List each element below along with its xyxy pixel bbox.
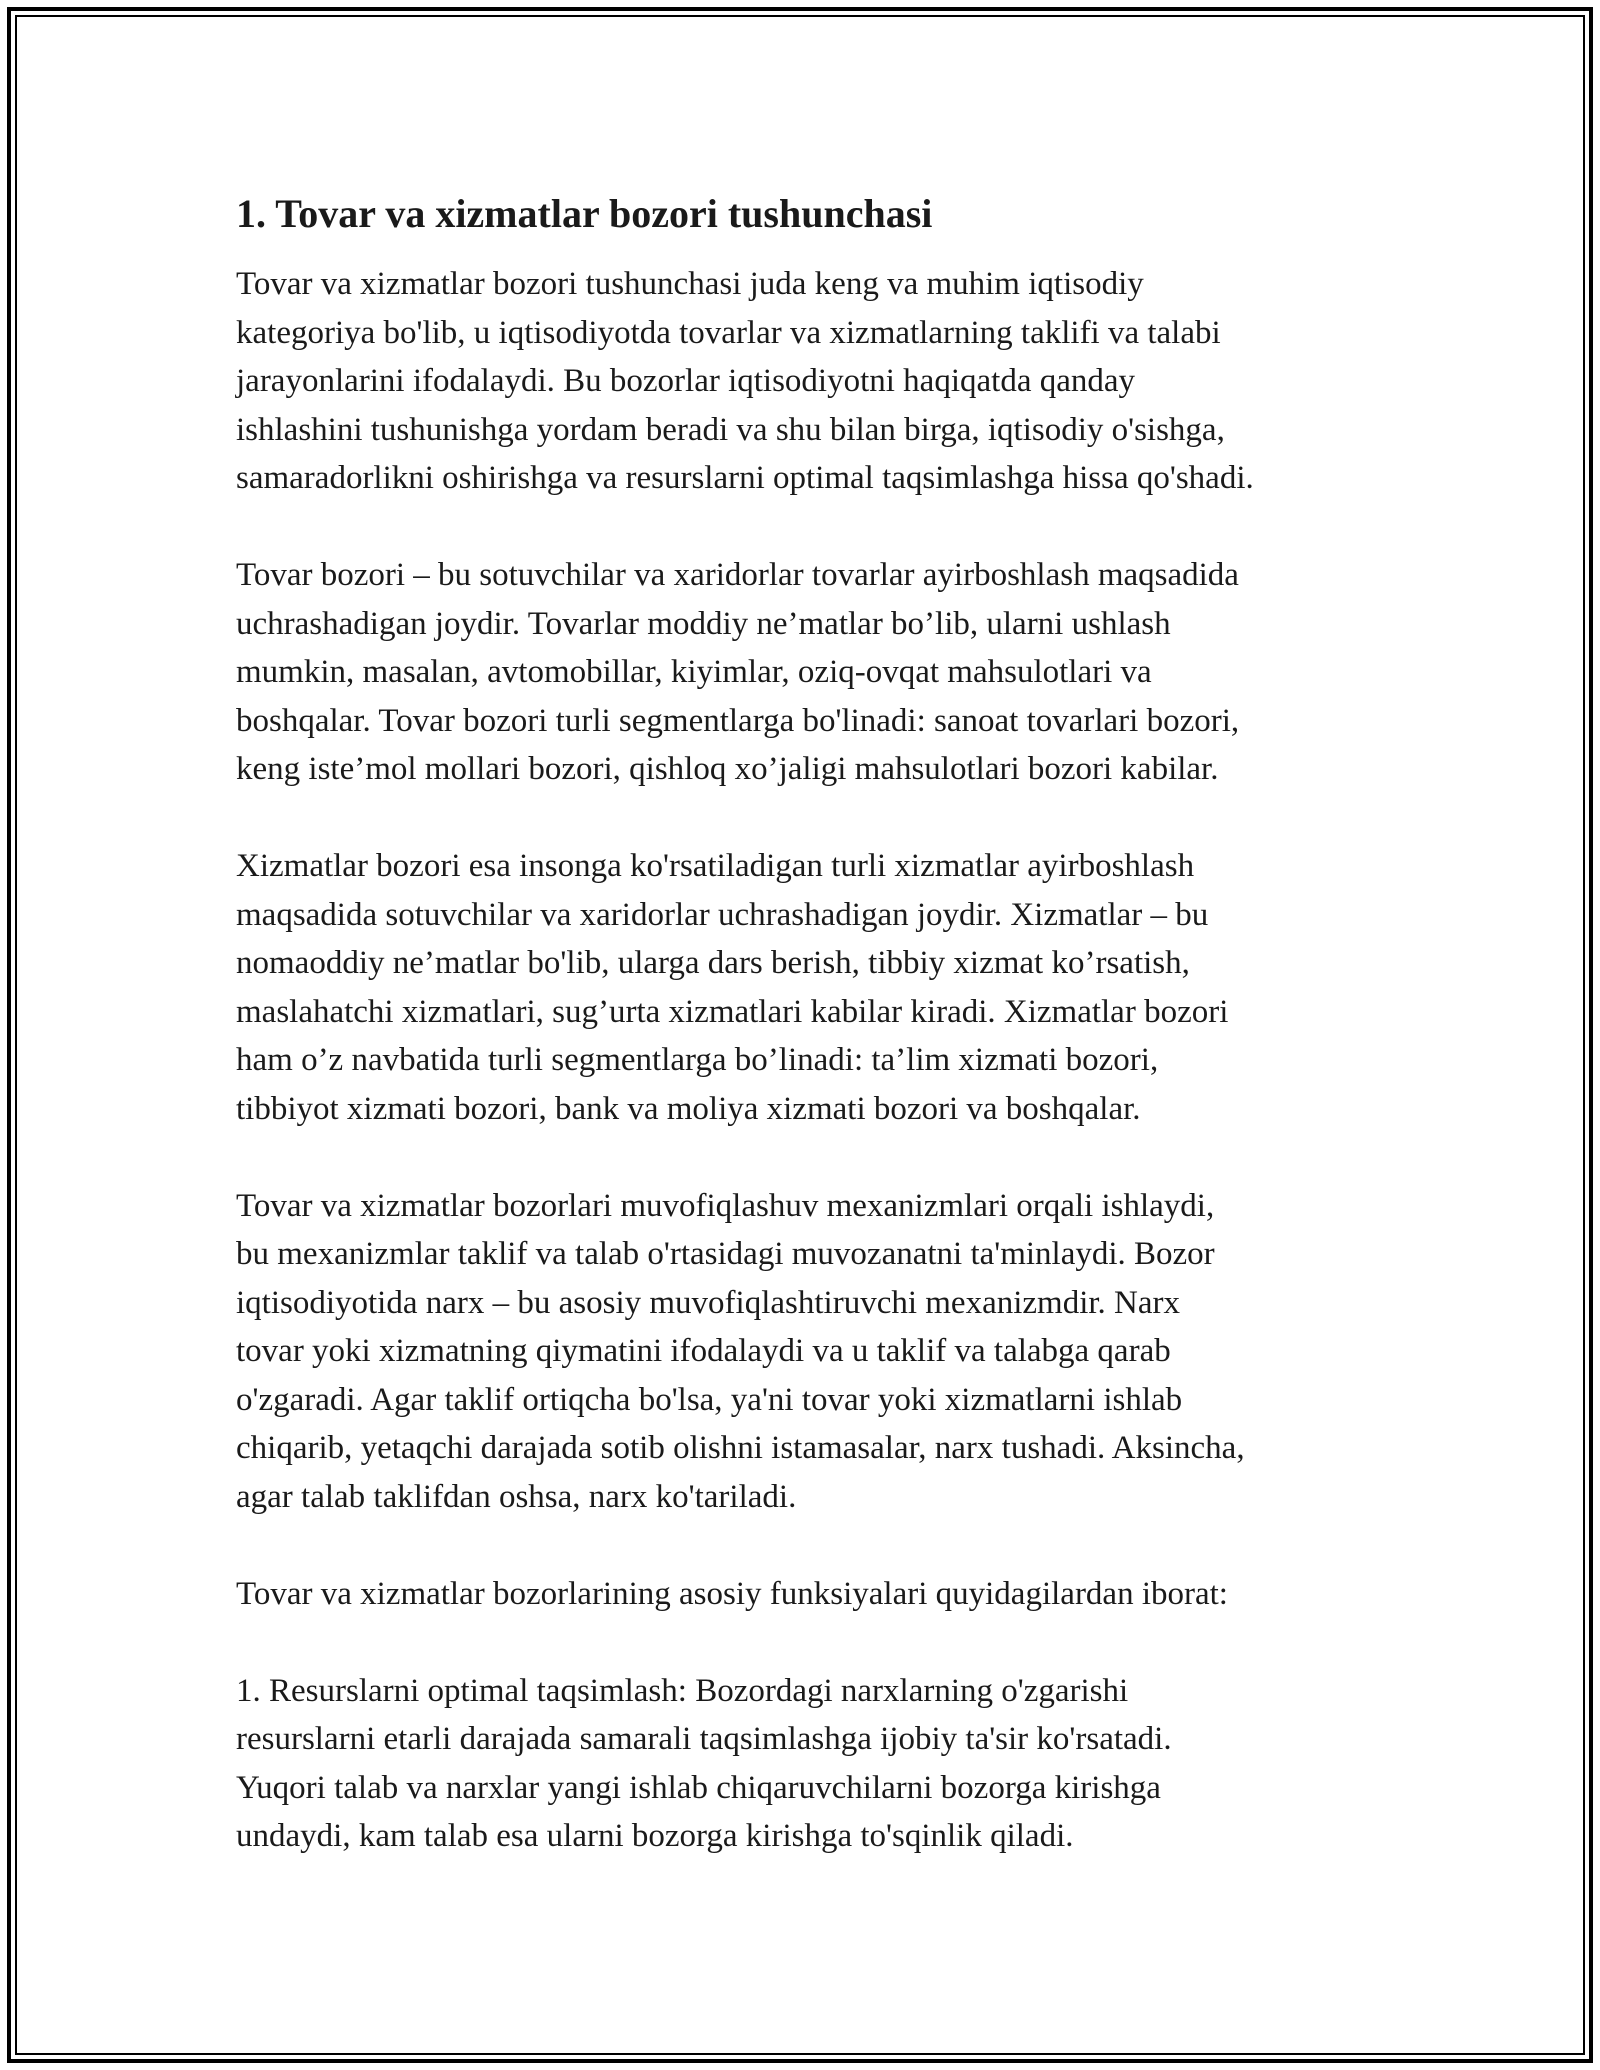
text-line: Tovar va xizmatlar bozori tushunchasi juda keng va muhim iqtisodiy [236, 266, 1144, 302]
paragraph [236, 842, 1366, 1133]
text-line: agar talab taklifdan oshsa, narx ko'tariladi. [236, 1478, 797, 1515]
text-line: nomaoddiy ne’matlar bo'lib, ularga dars berish, tibbiy xizmat ko’rsatish, [236, 945, 1190, 981]
paragraph [236, 1667, 1366, 1861]
text-line: bu mexanizmlar taklif va talab o'rtasidagi muvozanatni ta'minlaydi. Bozor [236, 1236, 1215, 1272]
text-line: boshqalar. Tovar bozori turli segmentlarga bo'linadi: sanoat tovarlari bozori, [236, 702, 1240, 739]
document-title: 1. Tovar va xizmatlar bozori tushunchasi [236, 191, 933, 236]
text-line: jarayonlarini ifodalaydi. Bu bozorlar iqtisodiyotni haqiqatda qanday [236, 363, 1136, 399]
text-line: kategoriya bo'lib, u iqtisodiyotda tovarlar va xizmatlarning taklifi va talabi [236, 314, 1221, 351]
text-line: 1. Resurslarni optimal taqsimlash: Bozordagi narxlarning o'zgarishi [236, 1672, 1129, 1709]
paragraph [236, 1182, 1366, 1522]
paragraph [236, 1570, 1366, 1619]
text-line: Yuqori talab va narxlar yangi ishlab chiqaruvchilarni bozorga kirishga [236, 1769, 1161, 1806]
text-line: resurslarni etarli darajada samarali taqsimlashga ijobiy ta'sir ko'rsatadi. [236, 1721, 1172, 1757]
text-line: tovar yoki xizmatning qiymatini ifodalaydi va u taklif va talabga qarab [236, 1333, 1171, 1369]
text-line: Xizmatlar bozori esa insonga ko'rsatiladigan turli xizmatlar ayirboshlash [236, 848, 1195, 884]
text-line: keng iste’mol mollari bozori, qishloq xo’jaligi mahsulotlari bozori kabilar. [236, 751, 1219, 787]
text-line: uchrashadigan joydir. Tovarlar moddiy ne’matlar bo’lib, ularni ushlash [236, 605, 1171, 642]
paragraph [236, 551, 1366, 794]
text-line: undaydi, kam talab esa ularni bozorga kirishga to'sqinlik qiladi. [236, 1818, 1074, 1854]
text-line: o'zgaradi. Agar taklif ortiqcha bo'lsa, ya'ni tovar yoki xizmatlarni ishlab [236, 1381, 1183, 1418]
text-line: tibbiyot xizmati bozori, bank va moliya xizmati bozori va boshqalar. [236, 1090, 1141, 1127]
text-line: maslahatchi xizmatlari, sug’urta xizmatlari kabilar kiradi. Xizmatlar bozori [236, 993, 1229, 1030]
text-line: chiqarib, yetaqchi darajada sotib olishni istamasalar, narx tushadi. Aksincha, [236, 1430, 1245, 1466]
text-line: iqtisodiyotida narx – bu asosiy muvofiqlashtiruvchi mexanizmdir. Narx [236, 1284, 1181, 1321]
text-line: Tovar bozori – bu sotuvchilar va xaridorlar tovarlar ayirboshlash maqsadida [236, 557, 1239, 593]
paragraph [236, 260, 1366, 503]
text-line: Tovar va xizmatlar bozorlarining asosiy funksiyalari quyidagilardan iborat: [236, 1575, 1228, 1612]
document-body [236, 260, 1366, 1861]
text-line: maqsadida sotuvchilar va xaridorlar uchrashadigan joydir. Xizmatlar – bu [236, 896, 1209, 933]
text-line: samaradorlikni oshirishga va resurslarni optimal taqsimlashga hissa qo'shadi. [236, 460, 1254, 496]
text-line: mumkin, masalan, avtomobillar, kiyimlar, oziq-ovqat mahsulotlari va [236, 654, 1152, 690]
text-line: Tovar va xizmatlar bozorlari muvofiqlashuv mexanizmlari orqali ishlaydi, [236, 1187, 1215, 1224]
document-page [236, 188, 1366, 1909]
text-line: ham o’z navbatida turli segmentlarga bo’linadi: ta’lim xizmati bozori, [236, 1042, 1159, 1078]
text-line: ishlashini tushunishga yordam beradi va shu bilan birga, iqtisodiy o'sishga, [236, 411, 1225, 448]
